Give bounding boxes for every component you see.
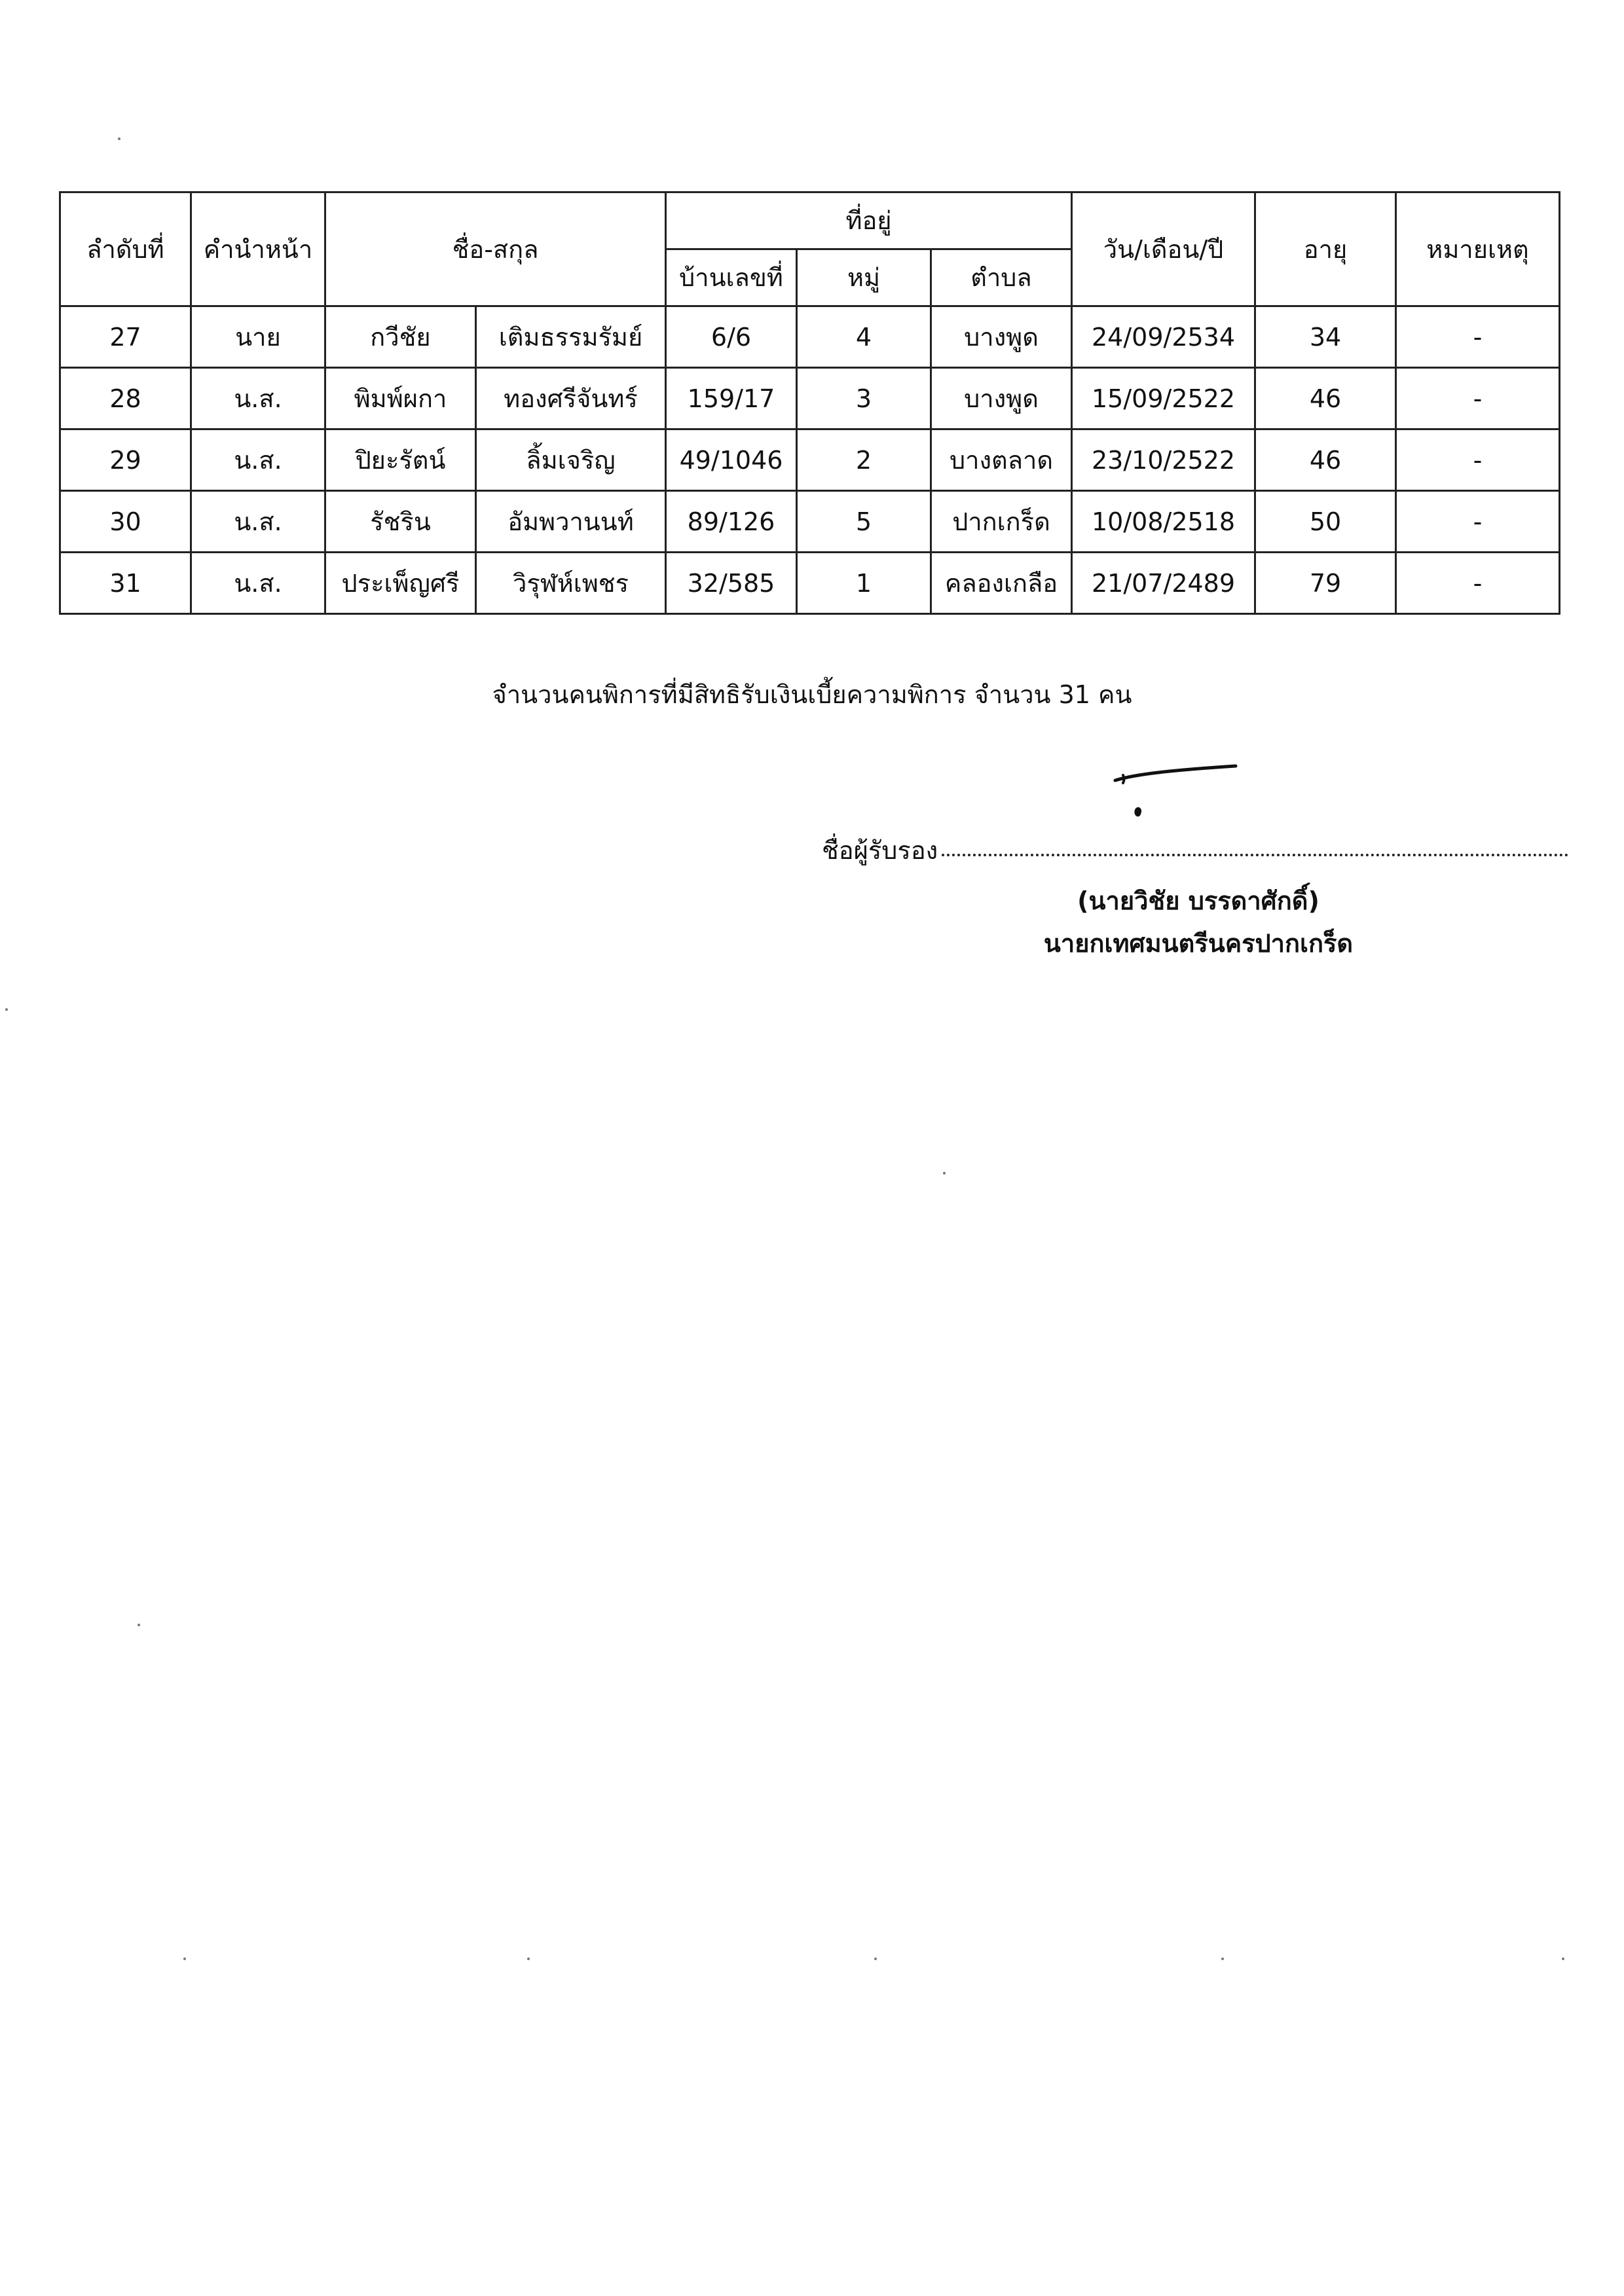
cell-dob: 15/09/2522 [1072, 368, 1255, 429]
header-no: ลำดับที่ [60, 192, 191, 306]
cell-prefix: น.ส. [191, 491, 325, 553]
cell-last-name: ลิ้มเจริญ [476, 429, 666, 491]
cell-age: 46 [1255, 429, 1396, 491]
cell-tambon: บางพูด [931, 306, 1072, 368]
cell-prefix: น.ส. [191, 368, 325, 429]
scan-speck [1221, 1958, 1224, 1960]
cell-no: 29 [60, 429, 191, 491]
signer-name: (นายวิชัย บรรดาศักดิ์) [1077, 886, 1320, 915]
cell-remark: - [1396, 306, 1560, 368]
cell-house-no: 6/6 [666, 306, 797, 368]
scan-speck [138, 1624, 140, 1626]
cell-prefix: น.ส. [191, 553, 325, 614]
cell-no: 30 [60, 491, 191, 553]
cell-house-no: 49/1046 [666, 429, 797, 491]
disability-registry-table [59, 191, 1560, 615]
cell-remark: - [1396, 491, 1560, 553]
header-remark: หมายเหตุ [1396, 192, 1560, 306]
cell-moo: 4 [797, 306, 931, 368]
header-house-no: บ้านเลขที่ [666, 249, 797, 306]
cell-dob: 23/10/2522 [1072, 429, 1255, 491]
scan-speck [943, 1172, 946, 1175]
cell-age: 34 [1255, 306, 1396, 368]
scan-speck [527, 1958, 530, 1960]
summary-text: จำนวนคนพิการที่มีสิทธิรับเงินเบี้ยความพิการ จำนวน 31 คน [492, 680, 1132, 709]
certifier-line [822, 830, 1568, 870]
cell-age: 46 [1255, 368, 1396, 429]
header-address: ที่อยู่ [666, 192, 1072, 249]
cell-house-no: 159/17 [666, 368, 797, 429]
scan-speck [5, 1008, 8, 1011]
cell-prefix: น.ส. [191, 429, 325, 491]
cell-remark: - [1396, 368, 1560, 429]
cell-no: 28 [60, 368, 191, 429]
cell-no: 31 [60, 553, 191, 614]
cell-first-name: รัชริน [325, 491, 476, 553]
cell-remark: - [1396, 429, 1560, 491]
cell-age: 50 [1255, 491, 1396, 553]
certifier-label: ชื่อผู้รับรอง [822, 836, 938, 865]
cell-tambon: บางพูด [931, 368, 1072, 429]
cell-dob: 10/08/2518 [1072, 491, 1255, 553]
scan-speck [874, 1958, 877, 1960]
header-tambon: ตำบล [931, 249, 1072, 306]
cell-first-name: ปิยะรัตน์ [325, 429, 476, 491]
cell-first-name: พิมพ์ผกา [325, 368, 476, 429]
header-prefix: คำนำหน้า [191, 192, 325, 306]
scan-speck [1562, 1958, 1564, 1960]
cell-first-name: กวีชัย [325, 306, 476, 368]
cell-no: 27 [60, 306, 191, 368]
table-row [60, 368, 1560, 429]
table-row [60, 491, 1560, 553]
cell-dob: 21/07/2489 [1072, 553, 1255, 614]
cell-age: 79 [1255, 553, 1396, 614]
header-age: อายุ [1255, 192, 1396, 306]
signer-title: นายกเทศมนตรีนครปากเกร็ด [1043, 929, 1354, 958]
header-moo: หมู่ [797, 249, 931, 306]
table-row [60, 429, 1560, 491]
table-row [60, 553, 1560, 614]
handwritten-signature [1110, 752, 1241, 824]
cell-last-name: อัมพวานนท์ [476, 491, 666, 553]
cell-house-no: 89/126 [666, 491, 797, 553]
cell-moo: 3 [797, 368, 931, 429]
header-dob: วัน/เดือน/ปี [1072, 192, 1255, 306]
cell-tambon: ปากเกร็ด [931, 491, 1072, 553]
header-name: ชื่อ-สกุล [325, 192, 666, 306]
cell-moo: 2 [797, 429, 931, 491]
scan-speck [183, 1958, 186, 1960]
cell-dob: 24/09/2534 [1072, 306, 1255, 368]
cell-tambon: คลองเกลือ [931, 553, 1072, 614]
cell-prefix: นาย [191, 306, 325, 368]
table-row [60, 306, 1560, 368]
cell-remark: - [1396, 553, 1560, 614]
cell-last-name: เติมธรรมรัมย์ [476, 306, 666, 368]
signature-dotted-line [942, 853, 1568, 856]
cell-moo: 1 [797, 553, 931, 614]
cell-first-name: ประเพ็ญศรี [325, 553, 476, 614]
cell-moo: 5 [797, 491, 931, 553]
cell-tambon: บางตลาด [931, 429, 1072, 491]
cell-house-no: 32/585 [666, 553, 797, 614]
cell-last-name: วิรุฬห์เพชร [476, 553, 666, 614]
scan-speck [118, 137, 120, 140]
cell-last-name: ทองศรีจันทร์ [476, 368, 666, 429]
